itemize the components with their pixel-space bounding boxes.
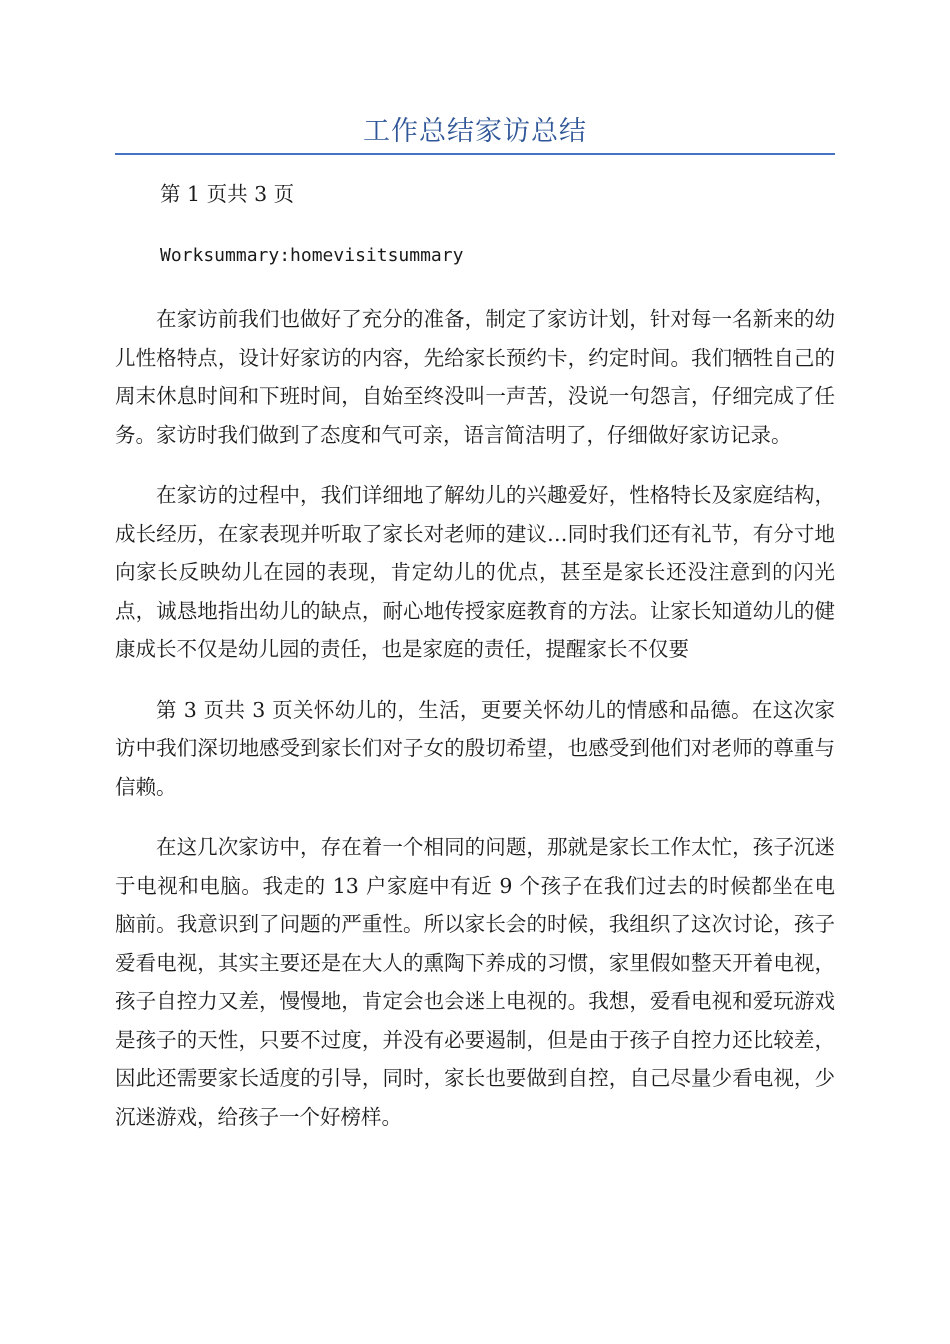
document-title: 工作总结家访总结 [363,116,587,147]
paragraph: 第 3 页共 3 页关怀幼儿的，生活，更要关怀幼儿的情感和品德。在这次家访中我们深切地感受到家长们对子女的殷切希望，也感受到他们对老师的尊重与信赖。 [115,697,835,799]
title-underline [115,153,835,155]
document-body [115,174,835,1158]
paragraph: 在这几次家访中，存在着一个相同的问题，那就是家长工作太忙，孩子沉迷于电视和电脑。我走的 13 户家庭中有近 9 个孩子在我们过去的时候都坐在电脑前。我意识到了问题的严重性。所以家长会的时候，我组织了这次讨论，孩子爱看电视，其实主要还是在大人的熏陶下养成的习惯，家里假如整天开着电视，孩子自控力又差，慢慢地，肯定会也会迷上电视的。我想，爱看电视和爱玩游戏是孩子的天性，只要不过度，并没有必要遏制，但是由于孩子自控力还比较差，因此还需要家长适度的引导，同时，家长也要做到自控，自己尽量少看电视，少沉迷游戏，给孩子一个好榜样。 [115,835,835,1129]
paragraph: 在家访的过程中，我们详细地了解幼儿的兴趣爱好，性格特长及家庭结构，成长经历，在家表现并听取了家长对老师的建议…同时我们还有礼节，有分寸地向家长反映幼儿在园的表现，肯定幼儿的优点，甚至是家长还没注意到的闪光点，诚恳地指出幼儿的缺点，耐心地传授家庭教育的方法。让家长知道幼儿的健康成长不仅是幼儿园的责任，也是家庭的责任，提醒家长不仅要 [115,483,835,661]
english-subtitle: Worksummary:homevisitsummary [160,245,464,266]
paragraph: 在家访前我们也做好了充分的准备，制定了家访计划，针对每一名新来的幼儿性格特点，设计好家访的内容，先给家长预约卡，约定时间。我们牺牲自己的周末休息时间和下班时间，自始至终没叫一声苦，没说一句怨言，仔细完成了任务。家访时我们做到了态度和气可亲，语言简洁明了，仔细做好家访记录。 [115,307,835,447]
page-indicator: 第 1 页共 3 页 [160,182,295,206]
